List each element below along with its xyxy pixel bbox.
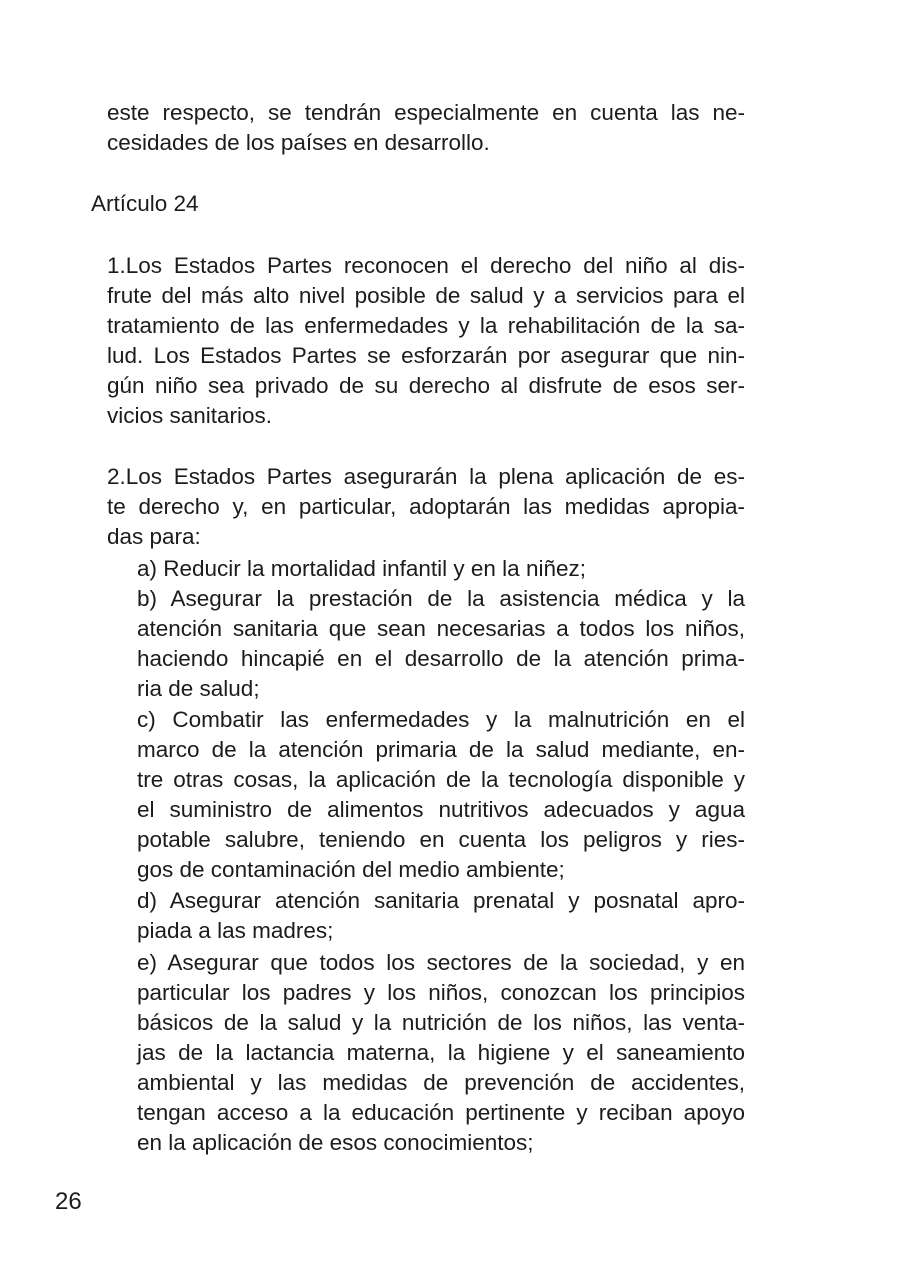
item-c-line-1: c) Combatir las enfermedades y la malnutrición en el: [137, 707, 745, 732]
item-b-line-3: haciendo hincapié en el desarrollo de la atención prima-: [137, 646, 745, 671]
item-c-line-2: marco de la atención primaria de la salud mediante, en-: [137, 737, 745, 762]
item-c-line-5: potable salubre, teniendo en cuenta los peligros y ries-: [137, 827, 745, 852]
page-number: 26: [55, 1188, 82, 1215]
article-heading: Artículo 24: [91, 191, 199, 216]
para2-line-2: te derecho y, en particular, adoptarán las medidas apropia-: [107, 494, 745, 519]
item-c-line-6: gos de contaminación del medio ambiente;: [137, 857, 565, 882]
para1-line-1: 1.Los Estados Partes reconocen el derecho del niño al dis-: [107, 253, 745, 278]
item-a-line-1: a) Reducir la mortalidad infantil y en la niñez;: [137, 556, 586, 581]
item-e-line-5: ambiental y las medidas de prevención de accidentes,: [137, 1070, 745, 1095]
para2-line-1: 2.Los Estados Partes asegurarán la plena aplicación de es-: [107, 464, 745, 489]
item-e-line-1: e) Asegurar que todos los sectores de la sociedad, y en: [137, 950, 745, 975]
para1-line-4: lud. Los Estados Partes se esforzarán por asegurar que nin-: [107, 343, 745, 368]
item-e-line-7: en la aplicación de esos conocimientos;: [137, 1130, 534, 1155]
para1-line-6: vicios sanitarios.: [107, 403, 273, 428]
intro-line-2: cesidades de los países en desarrollo.: [107, 130, 490, 155]
para2-line-3: das para:: [107, 524, 201, 549]
item-e-line-2: particular los padres y los niños, conozcan los principios: [137, 980, 745, 1005]
item-e-line-6: tengan acceso a la educación pertinente y reciban apoyo: [137, 1100, 745, 1125]
item-e-line-4: jas de la lactancia materna, la higiene y el saneamiento: [137, 1040, 745, 1065]
intro-line-1: este respecto, se tendrán especialmente en cuenta las ne-: [107, 100, 745, 125]
item-c-line-4: el suministro de alimentos nutritivos adecuados y agua: [137, 797, 745, 822]
para1-line-3: tratamiento de las enfermedades y la rehabilitación de la sa-: [107, 313, 745, 338]
item-d-line-1: d) Asegurar atención sanitaria prenatal y posnatal apro-: [137, 888, 745, 913]
item-b-line-2: atención sanitaria que sean necesarias a todos los niños,: [137, 616, 745, 641]
para1-line-5: gún niño sea privado de su derecho al disfrute de esos ser-: [107, 373, 745, 398]
item-c-line-3: tre otras cosas, la aplicación de la tecnología disponible y: [137, 767, 745, 792]
item-b-line-4: ria de salud;: [137, 676, 260, 701]
item-b-line-1: b) Asegurar la prestación de la asistencia médica y la: [137, 586, 745, 611]
item-e-line-3: básicos de la salud y la nutrición de los niños, las venta-: [137, 1010, 745, 1035]
para1-line-2: frute del más alto nivel posible de salud y a servicios para el: [107, 283, 745, 308]
item-d-line-2: piada a las madres;: [137, 918, 334, 943]
